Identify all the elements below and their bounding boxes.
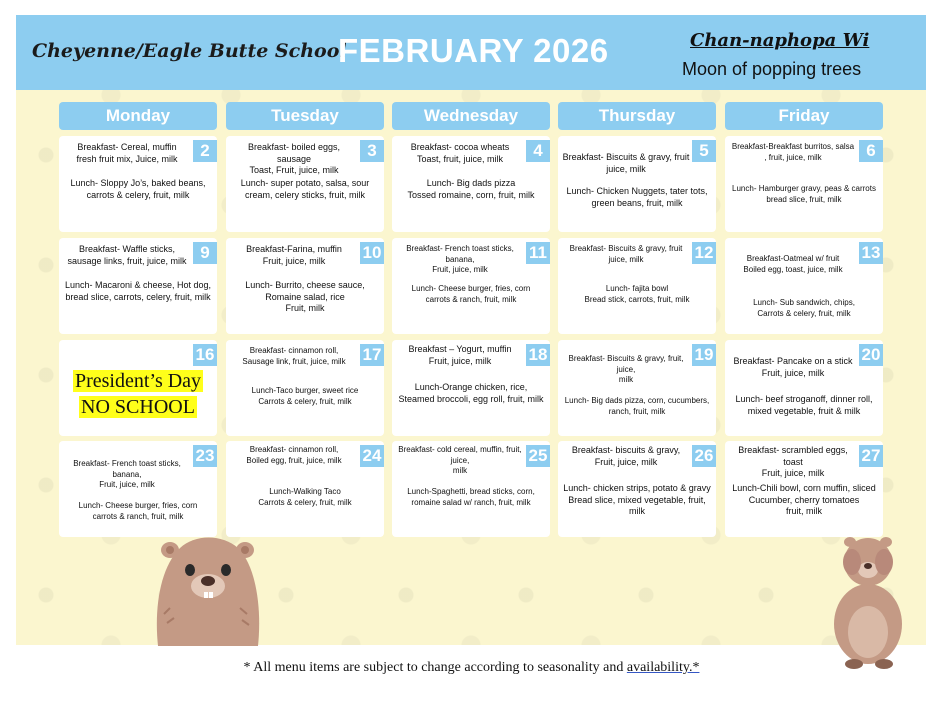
day-number: 4 [526,140,550,162]
lunch-menu: Lunch-Walking Taco Carrots & celery, fruit, milk [258,487,352,507]
day-cell-25 [392,441,550,537]
day-cell-2 [59,136,217,232]
day-number: 24 [360,445,384,467]
breakfast-menu: Breakfast- Pancake on a stick Fruit, juice, milk [733,356,853,378]
disclaimer-text: * All menu items are subject to change according to seasonality and [243,660,624,675]
day-number: 26 [692,445,716,467]
day-number: 17 [360,344,384,366]
day-cell-12 [558,238,716,334]
lunch-menu: Lunch- Cheese burger, fries, corn carrots & ranch, fruit, milk [78,501,198,521]
lunch-menu: Lunch- Sloppy Jo’s, baked beans, carrots & celery, fruit, milk [70,178,206,200]
day-number: 6 [859,140,883,162]
lunch-menu: Lunch- Cheese burger, fries, corn carrots & ranch, fruit, milk [411,284,531,304]
school-name: Cheyenne/Eagle Butte School [32,40,347,62]
day-number: 5 [692,140,716,162]
day-cell-27 [725,441,883,537]
lunch-menu: Lunch- beef stroganoff, dinner roll, mixed vegetable, fruit & milk [735,394,873,416]
breakfast-menu: Breakfast- cinnamon roll, Boiled egg, fruit, juice, milk [246,445,342,465]
day-number: 23 [193,445,217,467]
breakfast-menu: Breakfast- boiled eggs, sausage Toast, Fruit, juice, milk [247,142,341,175]
lunch-menu: Lunch-Taco burger, sweet rice Carrots & celery, fruit, milk [251,386,359,406]
day-number: 27 [859,445,883,467]
breakfast-menu: Breakfast- biscuits & gravy, Fruit, juice, milk [571,445,681,467]
english-month-name: Moon of popping trees [682,59,862,79]
day-cell-16 [59,340,217,436]
lunch-menu: Lunch- Big dads pizza Tossed romaine, corn, fruit, milk [407,178,535,200]
no-school-label: NO SCHOOL [81,396,195,418]
day-number: 3 [360,140,384,162]
breakfast-menu: Breakfast- French toast sticks, banana, Fruit, juice, milk [73,459,181,489]
weekday-monday: Monday [59,102,217,130]
breakfast-menu: Breakfast-Oatmeal w/ fruit Boiled egg, toast, juice, milk [743,254,843,274]
day-cell-9 [59,238,217,334]
day-number: 16 [193,344,217,366]
lunch-menu: Lunch- Macaroni & cheese, Hot dog, bread slice, carrots, celery, fruit, milk [64,280,212,302]
groundhog-right-illustration [828,532,908,672]
breakfast-menu: Breakfast- Biscuits & gravy, fruit juice, milk [569,244,683,264]
lunch-menu: Lunch-Spaghetti, bread sticks, corn, romaine salad w/ ranch, fruit, milk [407,487,535,507]
day-number: 25 [526,445,550,467]
day-cell-6 [725,136,883,232]
breakfast-menu: Breakfast- Cereal, muffin fresh fruit mix, Juice, milk [76,142,178,164]
day-cell-10 [226,238,384,334]
weekday-tuesday: Tuesday [226,102,384,130]
breakfast-menu: Breakfast- cocoa wheats Toast, fruit, juice, milk [410,142,510,164]
breakfast-menu: Breakfast- Waffle sticks, sausage links, fruit, juice, milk [67,244,187,266]
breakfast-menu: Breakfast- cold cereal, muffin, fruit, juice, milk [398,445,522,475]
breakfast-menu: Breakfast- French toast sticks, banana, Fruit, juice, milk [406,244,514,274]
day-number: 9 [193,242,217,264]
lunch-menu: Lunch- Big dads pizza, corn, cucumbers, ranch, fruit, milk [564,396,710,416]
day-cell-20 [725,340,883,436]
day-cell-4 [392,136,550,232]
breakfast-menu: Breakfast- scrambled eggs, toast Fruit, juice, milk [738,445,848,478]
availability-text: availability.* [626,660,700,675]
lunch-menu: Lunch-Chili bowl, corn muffin, sliced Cucumber, cherry tomatoes fruit, milk [732,483,876,516]
day-cell-19 [558,340,716,436]
day-number: 10 [360,242,384,264]
weekday-wednesday: Wednesday [392,102,550,130]
breakfast-menu: Breakfast- cinnamon roll, Sausage link, fruit, juice, milk [242,346,346,366]
day-cell-24 [226,441,384,537]
lunch-menu: Lunch- Sub sandwich, chips, Carrots & celery, fruit, milk [753,298,855,318]
footer-disclaimer [0,660,943,676]
holiday-notice [59,368,217,420]
day-number: 11 [526,242,550,264]
day-cell-13 [725,238,883,334]
day-number: 19 [692,344,716,366]
day-cell-26 [558,441,716,537]
day-cell-17 [226,340,384,436]
breakfast-menu: Breakfast – Yogurt, muffin Fruit, juice, milk [408,344,512,366]
holiday-name: President’s Day [74,370,202,392]
day-number: 2 [193,140,217,162]
weekday-thursday: Thursday [558,102,716,130]
weekday-friday: Friday [725,102,883,130]
day-number: 18 [526,344,550,366]
day-number: 13 [859,242,883,264]
lunch-menu: Lunch- fajita bowl Bread stick, carrots, fruit, milk [584,284,690,304]
day-cell-5 [558,136,716,232]
day-number: 12 [692,242,716,264]
breakfast-menu: Breakfast-Breakfast burritos, salsa , fruit, juice, milk [731,142,855,162]
breakfast-menu: Breakfast- Biscuits & gravy, fruit juice, milk [562,152,690,174]
day-number: 20 [859,344,883,366]
lunch-menu: Lunch- Burrito, cheese sauce, Romaine salad, rice Fruit, milk [245,280,365,313]
lakota-month-name: Chan-naphopa Wi [690,30,870,51]
lunch-menu: Lunch- Hamburger gravy, peas & carrots bread slice, fruit, milk [732,184,876,204]
day-cell-23 [59,441,217,537]
lunch-menu: Lunch- super potato, salsa, sour cream, celery sticks, fruit, milk [240,178,370,200]
lunch-menu: Lunch- chicken strips, potato & gravy Bread slice, mixed vegetable, fruit, milk [563,483,711,516]
day-cell-11 [392,238,550,334]
groundhog-left-illustration [150,528,265,646]
day-cell-18 [392,340,550,436]
breakfast-menu: Breakfast- Biscuits & gravy, fruit, juice, milk [568,354,684,384]
lunch-menu: Lunch-Orange chicken, rice, Steamed broccoli, egg roll, fruit, milk [398,382,544,404]
month-title: FEBRUARY 2026 [338,32,609,69]
breakfast-menu: Breakfast-Farina, muffin Fruit, juice, milk [246,244,342,266]
lunch-menu: Lunch- Chicken Nuggets, tater tots, green beans, fruit, milk [566,186,708,208]
day-cell-3 [226,136,384,232]
